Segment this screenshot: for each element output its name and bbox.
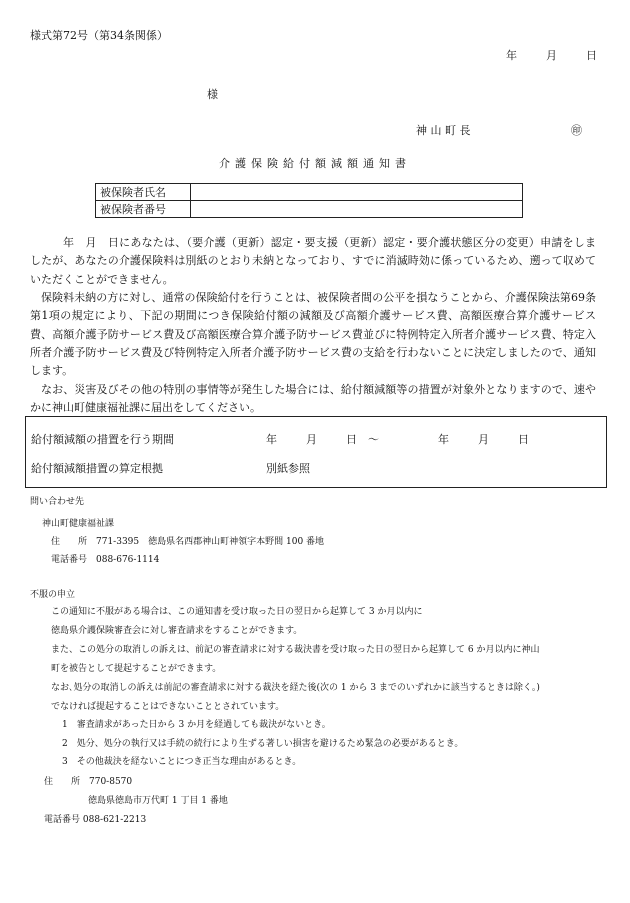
- objection-line-1: この通知に不服がある場合は、この通知書を受け取った日の翌日から起算して 3 か月以内に: [51, 607, 423, 617]
- recipient-suffix: 様: [207, 88, 218, 101]
- objection-line-2: 徳島県介護保険審査会に対し審査請求をすることができます。: [51, 626, 303, 636]
- date-year: 年: [506, 49, 517, 62]
- insured-number-field[interactable]: [191, 201, 523, 218]
- insured-info-table: [95, 183, 523, 218]
- period-end-month: 月: [478, 433, 489, 446]
- table-row: [96, 201, 523, 218]
- period-tilde: ～: [368, 433, 379, 446]
- date-month: 月: [546, 49, 557, 62]
- date-day: 日: [586, 49, 597, 62]
- objection-phone: 電話番号 088-621-2213: [44, 815, 147, 825]
- objection-address-value: 徳島県徳島市万代町 1 丁目 1 番地: [88, 796, 228, 806]
- period-start-year: 年: [266, 433, 277, 446]
- insured-number-label: 被保険者番号: [96, 201, 191, 218]
- basis-label: 給付額減額措置の算定根拠: [31, 462, 163, 475]
- inquiry-department: 神山町健康福祉課: [42, 519, 115, 529]
- body-paragraph-3: なお、災害及びその他の特別の事情等が発生した場合には、給付額減額等の措置が対象外となりますので、速やかに神山町健康福祉課に届出をしてください。: [30, 383, 596, 415]
- seal-mark: ㊞: [571, 124, 582, 137]
- objection-item-3: 3 その他裁決を経ないことにつき正当な理由があるとき。: [62, 757, 302, 767]
- objection-item-2: 2 処分、処分の執行又は手続の続行により生ずる著しい損害を避けるため緊急の必要があるとき。: [62, 739, 464, 749]
- period-start-day: 日: [346, 433, 357, 446]
- objection-item-1: 1 審査請求があった日から 3 か月を経過しても裁決がないとき。: [62, 720, 331, 730]
- inquiry-heading: 問い合わせ先: [30, 497, 85, 507]
- inquiry-phone: 電話番号 088-676-1114: [51, 555, 160, 565]
- objection-line-3: また、この処分の取消しの訴えは、前記の審査請求に対する裁決書を受け取った日の翌日から起算して 6 か月以内に神山: [51, 645, 540, 655]
- period-end-year: 年: [438, 433, 449, 446]
- insured-name-label: 被保険者氏名: [96, 184, 191, 201]
- period-start-month: 月: [306, 433, 317, 446]
- period-label: 給付額減額の措置を行う期間: [31, 433, 174, 446]
- objection-line-4: 町を被告として提起することができます。: [51, 664, 222, 674]
- document-title: 介護保険給付額減額通知書: [219, 157, 411, 170]
- form-number: 様式第72号（第34条関係）: [30, 29, 168, 42]
- objection-line-5: なお､処分の取消しの訴えは前記の審査請求に対する裁決を経た後(次の 1 から 3 までのいずれかに該当するときは除く｡): [51, 683, 540, 693]
- insured-name-field[interactable]: [191, 184, 523, 201]
- sender-name: 神 山 町 長: [416, 124, 471, 137]
- inquiry-address: 住 所 771-3395 徳島県名西郡神山町神領字本野間 100 番地: [51, 537, 325, 547]
- objection-address-label: 住 所 770-8570: [44, 777, 133, 787]
- measure-box: [25, 416, 607, 488]
- objection-line-6: でなければ提起することはできないこととされています。: [51, 702, 285, 712]
- body-paragraph-1: 年 月 日にあなたは、（要介護（更新）認定・要支援（更新）認定・要介護状態区分の変更）申請をしましたが、あなたの介護保険料は別紙のとおり未納となっており、すでに消滅時効に係っているため、遡って収めていただくことができません。: [30, 236, 596, 286]
- table-row: [96, 184, 523, 201]
- period-value: [266, 431, 529, 447]
- body-paragraph-2: 保険料未納の方に対し、通常の保険給付を行うことは、被保険者間の公平を損なうことから、介護保険法第69条第1項の規定により、下記の期間につき保険給付額の減額及び高額介護サービス費、高額医療合算介護サービス費、高額介護予防サービス費及び高額医療合算介護予防サービス費並びに特例特定入所者介護サービス費、特定入所者介護予防サービス費及び特例特定入所者介護予防サービス費の支給を行わないことに決定しましたので、通知します。: [30, 291, 596, 378]
- period-end-day: 日: [518, 433, 529, 446]
- basis-value: 別紙参照: [266, 462, 310, 475]
- objection-heading: 不服の申立: [30, 590, 76, 600]
- issue-date: [506, 47, 597, 63]
